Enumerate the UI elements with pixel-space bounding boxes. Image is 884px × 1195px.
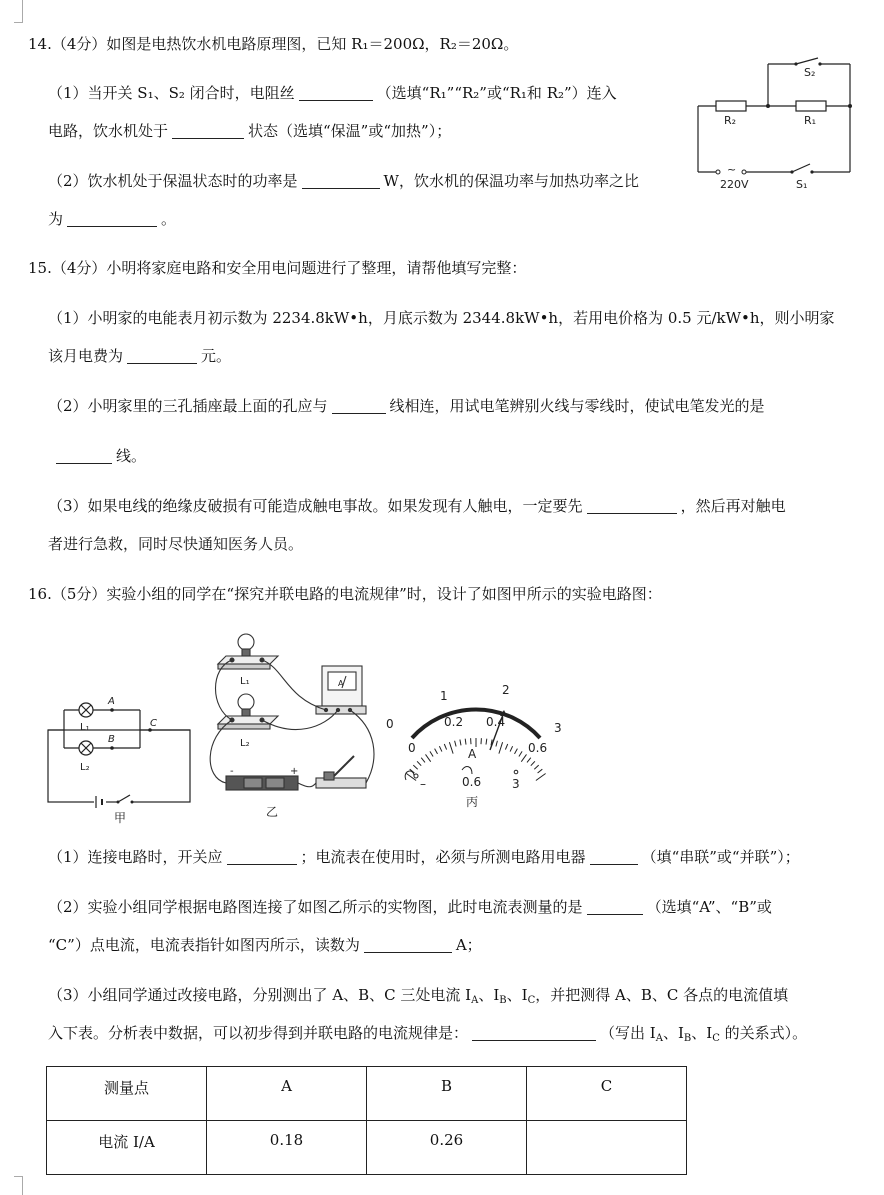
scale-bottom-06: 0.6 bbox=[528, 741, 547, 755]
dial-tick bbox=[515, 749, 518, 754]
dial-tick bbox=[455, 741, 457, 747]
q15-part2-line2: 线。 bbox=[52, 446, 146, 466]
r1-label: R₁ bbox=[804, 114, 816, 127]
q14-blank-resistor[interactable] bbox=[299, 84, 373, 101]
scale-top-3: 3 bbox=[554, 721, 562, 735]
q16-blank-current-law[interactable] bbox=[472, 1024, 596, 1041]
battery-positive: + bbox=[290, 766, 298, 777]
q14-part1-line1: （1）当开关 S₁、S₂ 闭合时，电阻丝 （选填“R₁”“R₂”或“R₁和 R₂”）连入 bbox=[48, 83, 617, 103]
fig-yi-physical bbox=[204, 628, 380, 824]
table-cell: 0.18 bbox=[207, 1121, 367, 1175]
point-b-label: B bbox=[108, 734, 115, 745]
q16-part2-line1: （2）实验小组同学根据电路图连接了如图乙所示的实物图，此时电流表测量的是 （选填“A”、“B”或 bbox=[48, 897, 772, 917]
dial-tick bbox=[531, 761, 535, 765]
q15-blank-live-wire[interactable] bbox=[56, 447, 112, 464]
q16-part1: （1）连接电路时，开关应 ；电流表在使用时，必须与所测电路用电器 （填“串联”或“并联”）； bbox=[48, 847, 800, 867]
scale-bottom-02: 0.2 bbox=[444, 715, 463, 729]
r2-resistor bbox=[716, 101, 746, 111]
battery-negative: - bbox=[230, 766, 234, 777]
dial-tick bbox=[536, 774, 546, 781]
q14-part2-line2: 为 。 bbox=[48, 209, 176, 229]
dial-tick bbox=[465, 739, 466, 745]
r2-label: R₂ bbox=[724, 114, 736, 127]
q14-part2-line1: （2）饮水机处于保温状态时的功率是 W，饮水机的保温功率与加热功率之比 bbox=[48, 171, 639, 191]
physical-l1-label: L₁ bbox=[240, 676, 250, 687]
dial-tick bbox=[527, 758, 531, 763]
terminal-3: 3 bbox=[512, 777, 520, 791]
dial-tick bbox=[496, 741, 498, 747]
dial-tick bbox=[413, 765, 417, 769]
voltage-label: 220V bbox=[720, 178, 749, 191]
r1-resistor bbox=[796, 101, 826, 111]
point-a-label: A bbox=[107, 696, 115, 707]
q16-blank-reading[interactable] bbox=[364, 936, 452, 953]
ac-symbol: ~ bbox=[727, 163, 736, 176]
current-table bbox=[46, 1066, 687, 1175]
scale-top-2: 2 bbox=[502, 683, 510, 697]
q15-heading: 15.（4分）小明将家庭电路和安全用电问题进行了整理，请帮他填写完整： bbox=[28, 258, 526, 278]
dial-tick bbox=[421, 758, 425, 763]
fig-bing-caption: 丙 bbox=[466, 795, 478, 809]
q14-part1-line2: 电路，饮水机处于 状态（选填“保温”或“加热”）； bbox=[48, 121, 451, 141]
dial-tick bbox=[521, 754, 526, 761]
dial-tick bbox=[417, 761, 421, 765]
scale-bottom-0: 0 bbox=[408, 741, 416, 755]
q16-part3-line1: （3）小组同学通过改接电路，分别测出了 A、B、C 三处电流 $I_A$、$I_B$、$I_C$，并把测得 A、B、C 各点的电流值填 bbox=[48, 985, 788, 1005]
q15-blank-fee[interactable] bbox=[127, 347, 197, 364]
dial-tick bbox=[430, 751, 433, 756]
table-cell: 电流 I/A bbox=[47, 1121, 207, 1175]
q16-part2-line2: “C”）点电流，电流表指针如图丙所示，读数为 A； bbox=[48, 935, 482, 955]
q16-heading: 16.（5分）实验小组的同学在“探究并联电路的电流规律”时，设计了如图甲所示的实验电路图： bbox=[28, 584, 662, 604]
table-cell-empty[interactable] bbox=[527, 1121, 687, 1175]
lamp-l2-label: L₂ bbox=[80, 762, 90, 773]
q14-blank-power[interactable] bbox=[302, 172, 380, 189]
s2-label: S₂ bbox=[804, 66, 815, 79]
scale-top-1: 1 bbox=[440, 689, 448, 703]
dial-tick bbox=[499, 742, 503, 753]
ammeter-letter: A bbox=[338, 679, 344, 688]
terminal-06: 0.6 bbox=[462, 775, 481, 789]
q16-blank-measure-point[interactable] bbox=[587, 898, 643, 915]
q14-heading: 14.（4分）如图是电热饮水机电路原理图，已知 R₁＝200Ω，R₂＝20Ω。 bbox=[28, 34, 518, 54]
table-header-cell: C bbox=[527, 1067, 687, 1121]
fig-jia-caption: 甲 bbox=[114, 811, 126, 825]
corner-mark-top-left bbox=[14, 0, 23, 23]
dial-tick bbox=[519, 751, 522, 756]
q15-part1-line2: 该月电费为 元。 bbox=[48, 346, 231, 366]
table-header-cell: B bbox=[367, 1067, 527, 1121]
table-header-cell: A bbox=[207, 1067, 367, 1121]
dial-tick bbox=[460, 740, 461, 746]
q15-part2-line1: （2）小明家里的三孔插座最上面的孔应与 线相连，用试电笔辨别火线与零线时，使试电笔发光的是 bbox=[48, 396, 765, 416]
dial-tick bbox=[534, 765, 538, 769]
dial-tick bbox=[435, 749, 438, 754]
table-row bbox=[47, 1067, 687, 1121]
q14-circuit-diagram bbox=[696, 56, 856, 192]
corner-mark-bottom-left bbox=[14, 1176, 23, 1195]
scale-top-0: 0 bbox=[386, 717, 394, 731]
fig-jia-schematic bbox=[44, 690, 196, 826]
dial-tick bbox=[486, 739, 487, 745]
table-cell: 0.26 bbox=[367, 1121, 527, 1175]
physical-l2-label: L₂ bbox=[240, 738, 250, 749]
q16-part3-line2: 入下表。分析表中数据，可以初步得到并联电路的电流规律是： （写出 $I_A$、$I_B$、$I_C$ 的关系式）。 bbox=[48, 1023, 807, 1043]
dial-tick bbox=[426, 754, 431, 761]
q14-blank-state[interactable] bbox=[172, 122, 244, 139]
point-c-label: C bbox=[150, 718, 157, 729]
lamp-l1-label: L₁ bbox=[80, 722, 90, 733]
table-header-cell: 测量点 bbox=[47, 1067, 207, 1121]
dial-tick bbox=[439, 746, 442, 751]
q15-blank-first-action[interactable] bbox=[587, 497, 677, 514]
scale-bottom-04: 0.4 bbox=[486, 715, 505, 729]
q15-part1-line1: （1）小明家的电能表月初示数为 2234.8kW•h，月底示数为 2344.8kW•h，若用电价格为 0.5 元/kW•h，则小明家 bbox=[48, 308, 835, 328]
dial-tick bbox=[505, 744, 507, 750]
dial-tick bbox=[449, 742, 453, 753]
s1-label: S₁ bbox=[796, 178, 807, 191]
dial-tick bbox=[538, 769, 543, 773]
terminal-minus: – bbox=[420, 777, 426, 791]
q15-blank-socket-wire[interactable] bbox=[332, 397, 386, 414]
q15-part3-line1: （3）如果电线的绝缘皮破损有可能造成触电事故。如果发现有人触电，一定要先 ，然后再对触电 bbox=[48, 496, 786, 516]
q16-blank-connection[interactable] bbox=[590, 848, 638, 865]
q14-blank-ratio[interactable] bbox=[67, 210, 157, 227]
fig-bing-ammeter-dial bbox=[380, 676, 576, 814]
q15-part3-line2: 者进行急救，同时尽快通知医务人员。 bbox=[48, 534, 303, 554]
fig-yi-caption: 乙 bbox=[266, 805, 278, 819]
q16-blank-switch-state[interactable] bbox=[227, 848, 297, 865]
table-row bbox=[47, 1121, 687, 1175]
dial-tick bbox=[444, 744, 446, 750]
dial-unit-a: A bbox=[468, 747, 477, 761]
dial-tick bbox=[510, 746, 512, 751]
